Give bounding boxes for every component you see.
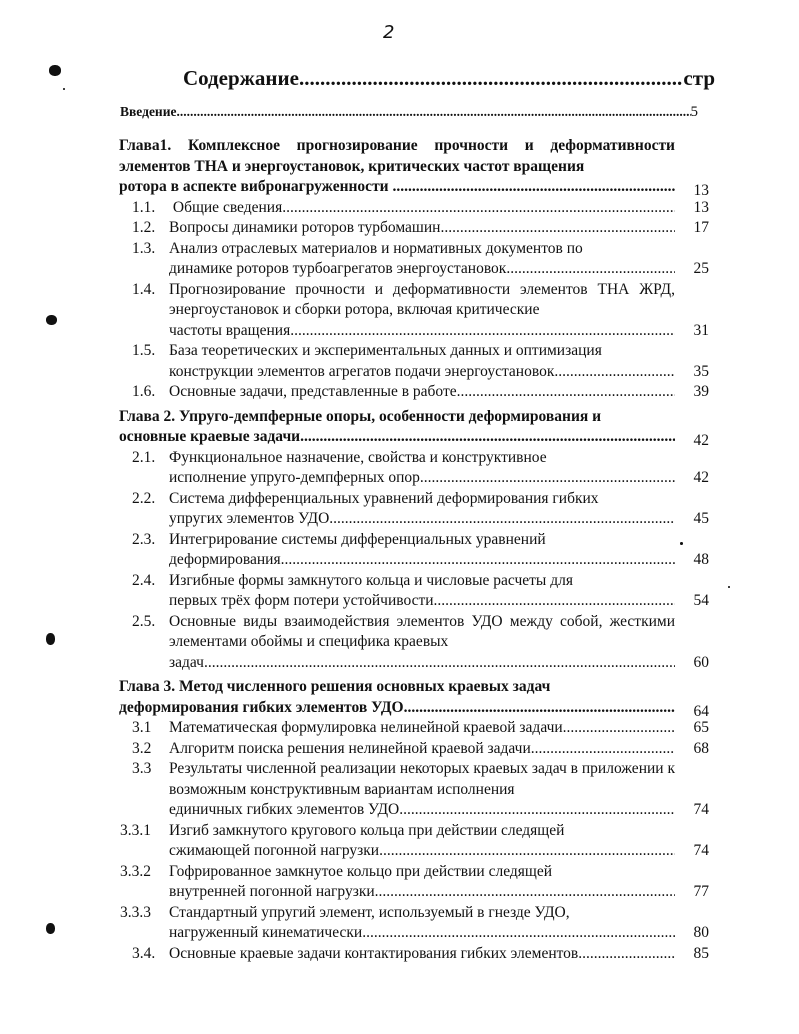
scan-artifact-dot [49,65,61,76]
entry-page-number: 54 [693,592,709,609]
entry-text: Глава 3. Метод численного решения основных краевых задач [119,678,551,695]
entry-text: База теоретических и экспериментальных данных и оптимизация [169,342,602,359]
entry-text-last-line: частоты вращения [169,321,291,339]
dot-leader [375,882,675,903]
entry-text: Результаты численной реализации некоторых краевых задач в приложении к возможным конструктивным вариантам исполнения [169,760,675,798]
page-number: 2 [383,22,395,43]
section-number: 1.5. [132,342,156,359]
entry-text: Изгибные формы замкнутого кольца и числовые расчеты для [169,571,573,589]
dot-leader [420,468,675,489]
dot-leader [290,321,675,342]
dot-leader [329,509,675,530]
toc-chapter-entry[interactable] [119,136,709,198]
section-number: 1.4. [132,280,156,298]
entry-text: Гофрированное замкнутое кольцо при действии следящей [169,862,553,880]
entry-page-number: 42 [693,469,709,486]
section-number: 3.3.1 [120,821,151,839]
entry-page-number: 31 [693,321,709,339]
section-number: 2.3. [132,530,156,548]
entry-text-last-line: задач [169,653,204,671]
entry-page-number: 35 [693,362,709,380]
section-number: 3.4. [132,944,156,962]
section-number: 1.2. [132,219,156,236]
toc-section-entry[interactable] [119,530,709,571]
section-number: 3.3 [132,760,152,777]
entry-text-last-line: деформирования [169,551,281,568]
dot-leader [457,382,675,403]
entry-text: Основные виды взаимодействия элементов УДО между собой, жесткими элементами обоймы и специфика краевых [169,612,675,650]
dot-leader [176,104,690,120]
dot-leader [281,550,675,571]
entry-text-last-line: динамике роторов турбоагрегатов энергоустановок [169,260,507,277]
section-number: 3.2 [132,739,152,757]
dot-leader [578,944,675,965]
entry-page-number: 74 [693,801,709,818]
toc-page-label: стр [683,66,715,90]
entry-text-last-line: Алгоритм поиска решения нелинейной краевой задачи [169,739,531,757]
entry-page-number: 77 [693,883,709,900]
scan-artifact-dot [46,315,57,325]
entry-page: 5 [690,104,698,120]
dot-leader [531,739,675,760]
entry-text-last-line: деформирования гибких элементов УДО [119,698,404,716]
dot-leader [204,653,675,674]
toc-section-entry[interactable] [119,218,709,239]
dot-leader [362,923,675,944]
scan-artifact-dot [46,633,55,645]
entry-text-last-line: конструкции элементов агрегатов подачи энергоустановок [169,362,555,380]
toc-section-entry[interactable] [119,903,709,944]
dot-leader [440,218,675,239]
section-number: 1.3. [132,239,156,257]
entry-text: Функциональное назначение, свойства и конструктивное [169,448,547,466]
entry-text: Глава 2. Упруго-демпферные опоры, особенности деформирования и [119,407,602,425]
toc-section-entry[interactable] [119,821,709,862]
entry-text-last-line: Математическая формулировка нелинейной краевой задачи [169,719,563,736]
entry-text-last-line: нагруженный кинематически [169,924,363,941]
entry-page-number: 42 [693,432,709,449]
dot-leader [404,698,675,719]
entry-page-number: 13 [693,198,709,216]
scan-artifact-dot [46,923,55,934]
entry-text: Изгиб замкнутого кругового кольца при действии следящей [169,821,565,839]
entry-text-last-line: единичных гибких элементов УДО [169,801,400,818]
entry-page-number: 60 [693,653,709,671]
dot-leader [282,198,675,219]
entry-text: Интегрирование системы дифференциальных уравнений [169,530,546,548]
entry-page-number: 48 [693,551,709,568]
toc-chapter-entry[interactable] [119,677,709,718]
entry-text: Стандартный упругий элемент, используемый в гнезде УДО, [169,903,570,921]
toc-list [119,136,709,964]
toc-section-entry[interactable] [119,739,709,760]
section-number: 2.4. [132,571,156,589]
section-number: 3.1 [132,719,152,736]
toc-section-entry[interactable] [119,341,709,382]
entry-page-number: 68 [693,739,709,757]
entry-page-number: 80 [693,924,709,941]
entry-page-number: 74 [693,842,709,859]
toc-section-entry[interactable] [119,382,709,403]
entry-page-number: 13 [693,182,709,199]
scan-artifact-dot [680,542,683,545]
section-number: 2.5. [132,612,156,630]
dot-leader [399,800,675,821]
toc-title-row [183,66,715,91]
section-number: 3.3.2 [120,862,151,880]
entry-page-number: 39 [693,383,709,400]
entry-text-last-line: исполнение упруго-демпферных опор [169,469,420,486]
entry-text: Прогнозирование прочности и деформативности элементов ТНА ЖРД, энергоустановок и сборки ротора, включая критические [169,280,675,318]
dot-leader [392,177,675,198]
dot-leader [434,591,675,612]
entry-text-last-line: основные краевые задачи [119,428,301,445]
toc-section-entry[interactable] [119,718,709,739]
section-number: 3.3.3 [120,903,151,921]
entry-text-last-line: Основные краевые задачи контактирования гибких элементов [169,944,579,962]
entry-label: Введение [120,104,177,119]
toc-section-entry[interactable] [119,862,709,903]
entry-text-last-line: упругих элементов УДО [169,510,330,527]
entry-page-number: 64 [693,702,709,720]
entry-page-number: 45 [693,510,709,527]
toc-section-entry[interactable] [119,571,709,612]
dot-leader [300,427,675,448]
entry-page-number: 85 [693,944,709,962]
entry-text-last-line: первых трёх форм потери устойчивости [169,592,434,609]
entry-page-number: 65 [693,719,709,736]
entry-text: Глава1. Комплексное прогнозирование прочности и деформативности элементов ТНА и энергоустановок, критических частот вращения [119,137,675,175]
toc-entry-introduction[interactable] [120,104,698,121]
section-number: 2.2. [132,489,156,507]
entry-text-last-line: Основные задачи, представленные в работе [169,383,457,400]
entry-text-last-line: сжимающей погонной нагрузки [169,842,380,859]
entry-text-last-line: Вопросы динамики роторов турбомашин [169,219,441,236]
section-number: 1.1. [132,198,156,216]
section-number: 1.6. [132,383,156,400]
toc-section-entry[interactable] [119,759,709,821]
toc-section-entry[interactable] [119,944,709,965]
scan-artifact-dot [728,586,730,588]
dot-leader [299,66,683,91]
scan-artifact-dot [63,88,65,90]
dot-leader [563,718,675,739]
dot-leader [506,259,675,280]
entry-text-last-line: внутренней погонной нагрузки [169,883,375,900]
toc-chapter-entry[interactable] [119,407,709,448]
entry-text: Анализ отраслевых материалов и нормативных документов по [169,239,583,257]
dot-leader [554,362,675,383]
entry-text-last-line: ротора в аспекте вибронагруженности [119,178,393,195]
entry-page-number: 17 [693,219,709,236]
toc-section-entry[interactable] [119,489,709,530]
toc-section-entry[interactable] [119,612,709,674]
toc-title: Содержание [183,66,299,90]
dot-leader [379,841,675,862]
toc-section-entry[interactable] [119,448,709,489]
toc-section-entry[interactable] [119,198,709,219]
section-number: 2.1. [132,448,156,466]
toc-section-entry[interactable] [119,239,709,280]
entry-text-last-line: Общие сведения [169,198,283,216]
entry-text: Система дифференциальных уравнений деформирования гибких [169,489,599,507]
toc-section-entry[interactable] [119,280,709,342]
entry-page-number: 25 [693,260,709,277]
